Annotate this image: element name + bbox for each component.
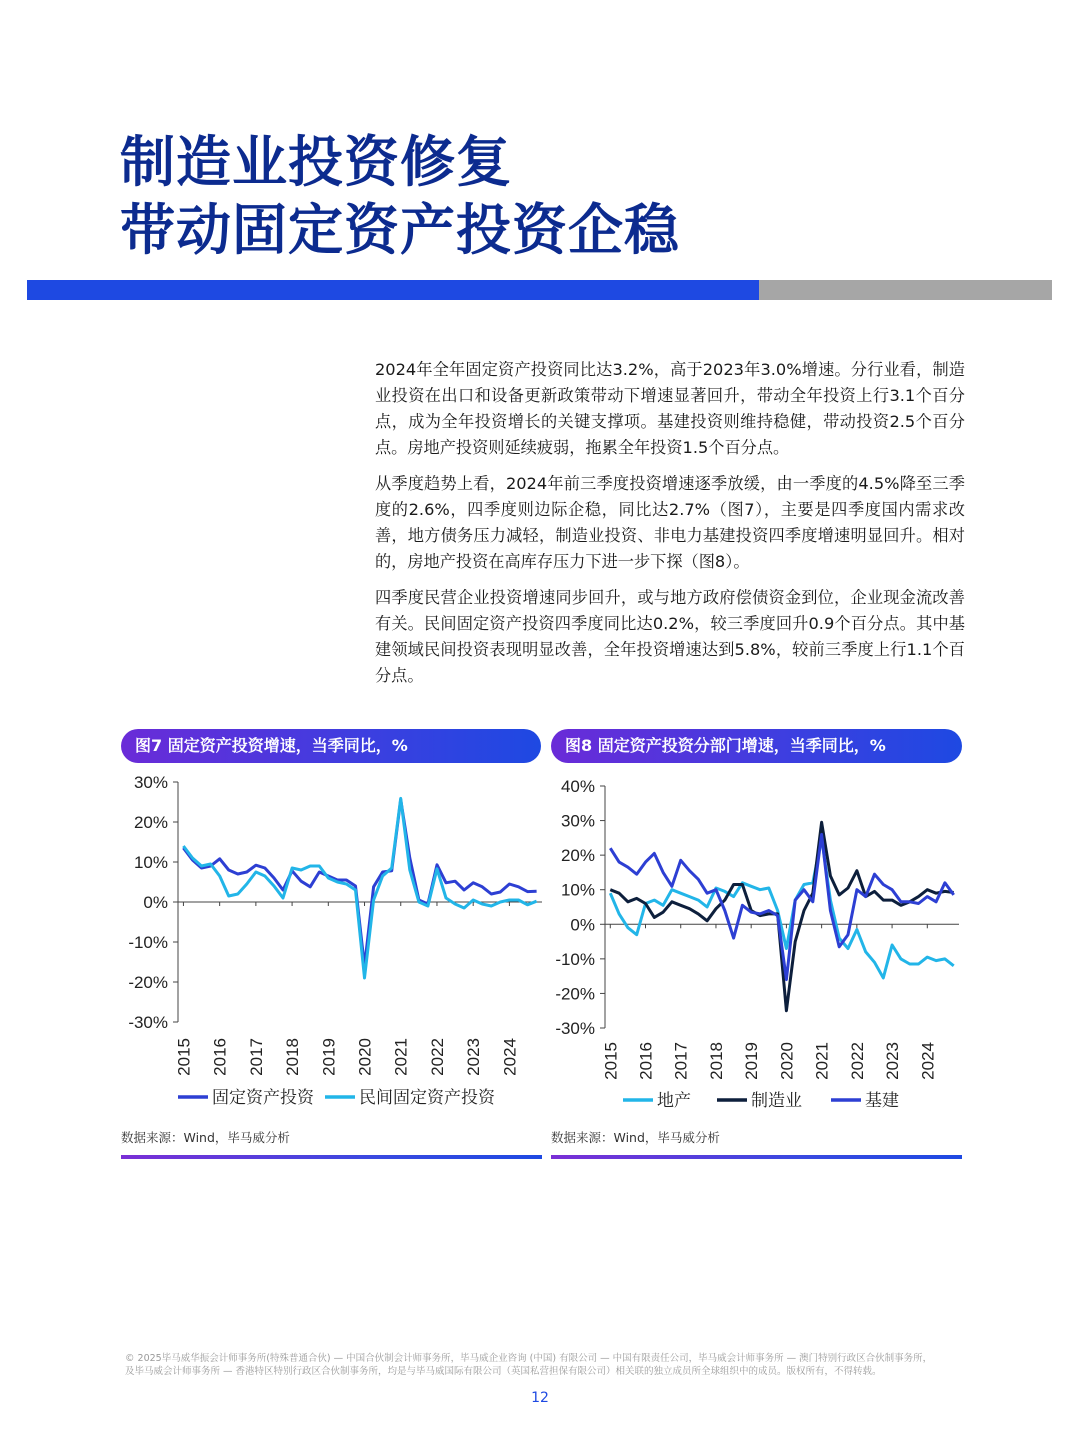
x-tick-label: 2019 (742, 1042, 762, 1080)
series-line-2 (610, 834, 953, 979)
chart8-title: 图8 固定资产投资分部门增速，当季同比，% (551, 729, 962, 763)
legend-label: 固定资产投资 (212, 1088, 314, 1108)
x-tick-label: 2017 (671, 1042, 691, 1080)
paragraph: 2024年全年固定资产投资同比达3.2%，高于2023年3.0%增速。分行业看，制造业投资在出口和设备更新政策带动下增速显著回升，带动全年投资上行3.1个百分点，成为全年投资增长的关键支撑项。基建投资则维持稳健，带动投资2.5个百分点。房地产投资则延续疲弱，拖累全年投资1.5个百分点。 (375, 360, 965, 457)
legend-label: 制造业 (751, 1091, 802, 1111)
x-tick-label: 2019 (319, 1038, 339, 1076)
y-tick-label: 0% (570, 915, 595, 935)
legend-label: 民间固定资产投资 (359, 1088, 495, 1108)
x-tick-label: 2024 (500, 1038, 520, 1076)
body-text (375, 357, 965, 699)
title-line-2: 带动固定资产投资企稳 (120, 198, 681, 262)
y-tick-label: 10% (560, 880, 595, 900)
chart8-plot (545, 770, 965, 1130)
x-tick-label: 2016 (636, 1042, 656, 1080)
x-tick-label: 2018 (283, 1038, 303, 1076)
x-tick-label: 2022 (427, 1038, 447, 1076)
y-tick-label: 10% (133, 853, 168, 872)
y-tick-label: -10% (128, 933, 168, 952)
x-tick-label: 2020 (777, 1042, 797, 1080)
paragraph: 四季度民营企业投资增速同步回升，或与地方政府偿债资金到位，企业现金流改善有关。民间固定资产投资四季度同比达0.2%，较三季度回升0.9个百分点。其中基建领域民间投资表现明显改善，全年投资增速达到5.8%，较前三季度上行1.1个百分点。 (375, 588, 965, 685)
page-number: 12 (531, 1390, 549, 1406)
paragraph: 从季度趋势上看，2024年前三季度投资增速逐季放缓，由一季度的4.5%降至三季度的2.6%，四季度则边际企稳，同比达2.7%（图7），主要是四季度国内需求改善，地方债务压力减轻，制造业投资、非电力基建投资四季度增速明显回升。相对的，房地产投资在高库存压力下进一步下探（图8）。 (375, 474, 965, 571)
y-tick-label: 0% (143, 893, 168, 912)
x-tick-label: 2022 (847, 1042, 867, 1080)
y-tick-label: 20% (560, 846, 595, 866)
legend-label: 地产 (657, 1091, 691, 1111)
x-tick-label: 2018 (706, 1042, 726, 1080)
x-tick-label: 2015 (601, 1042, 621, 1080)
x-tick-label: 2023 (883, 1042, 903, 1080)
copyright-line-1: © 2025毕马威华振会计师事务所(特殊普通合伙) — 中国合伙制会计师事务所，毕马威企业咨询 (中国) 有限公司 — 中国有限责任公司，毕马威会计师事务所 — 澳门特别行政区合伙制事务所， (125, 1353, 933, 1364)
y-tick-label: -20% (555, 984, 595, 1004)
x-tick-label: 2016 (210, 1038, 230, 1076)
chart8-bottom-rule (551, 1155, 962, 1159)
x-tick-label: 2021 (812, 1042, 832, 1080)
chart7-title: 图7 固定资产投资增速，当季同比，% (121, 729, 541, 763)
legend-label: 基建 (865, 1091, 899, 1111)
x-tick-label: 2017 (246, 1038, 266, 1076)
y-tick-label: 30% (560, 811, 595, 831)
x-tick-label: 2021 (391, 1038, 411, 1076)
y-tick-label: -20% (128, 973, 168, 992)
chart8-source: 数据来源：Wind，毕马威分析 (551, 1130, 720, 1145)
x-tick-label: 2023 (464, 1038, 484, 1076)
x-tick-label: 2020 (355, 1038, 375, 1076)
page-title (120, 128, 680, 264)
y-tick-label: 20% (133, 813, 168, 832)
x-tick-label: 2015 (174, 1038, 194, 1076)
y-tick-label: 30% (133, 773, 168, 792)
x-tick-label: 2024 (918, 1042, 938, 1080)
y-tick-label: -10% (555, 949, 595, 969)
title-rule-gray (759, 280, 1052, 300)
footer-copyright (125, 1352, 965, 1378)
title-line-1: 制造业投资修复 (120, 130, 513, 194)
chart7-source: 数据来源：Wind，毕马威分析 (121, 1130, 290, 1145)
copyright-line-2: 及毕马威会计师事务所 — 香港特区特别行政区合伙制事务所，均是与毕马威国际有限公司（英国私营担保有限公司）相关联的独立成员所全球组织中的成员。版权所有，不得转载。 (125, 1366, 882, 1377)
series-line-1 (610, 822, 953, 1010)
y-tick-label: 40% (560, 777, 595, 796)
y-tick-label: -30% (128, 1013, 168, 1032)
title-rule-blue (27, 280, 759, 300)
chart7-plot (110, 770, 550, 1130)
chart7-bottom-rule (121, 1155, 542, 1159)
y-tick-label: -30% (555, 1019, 595, 1038)
